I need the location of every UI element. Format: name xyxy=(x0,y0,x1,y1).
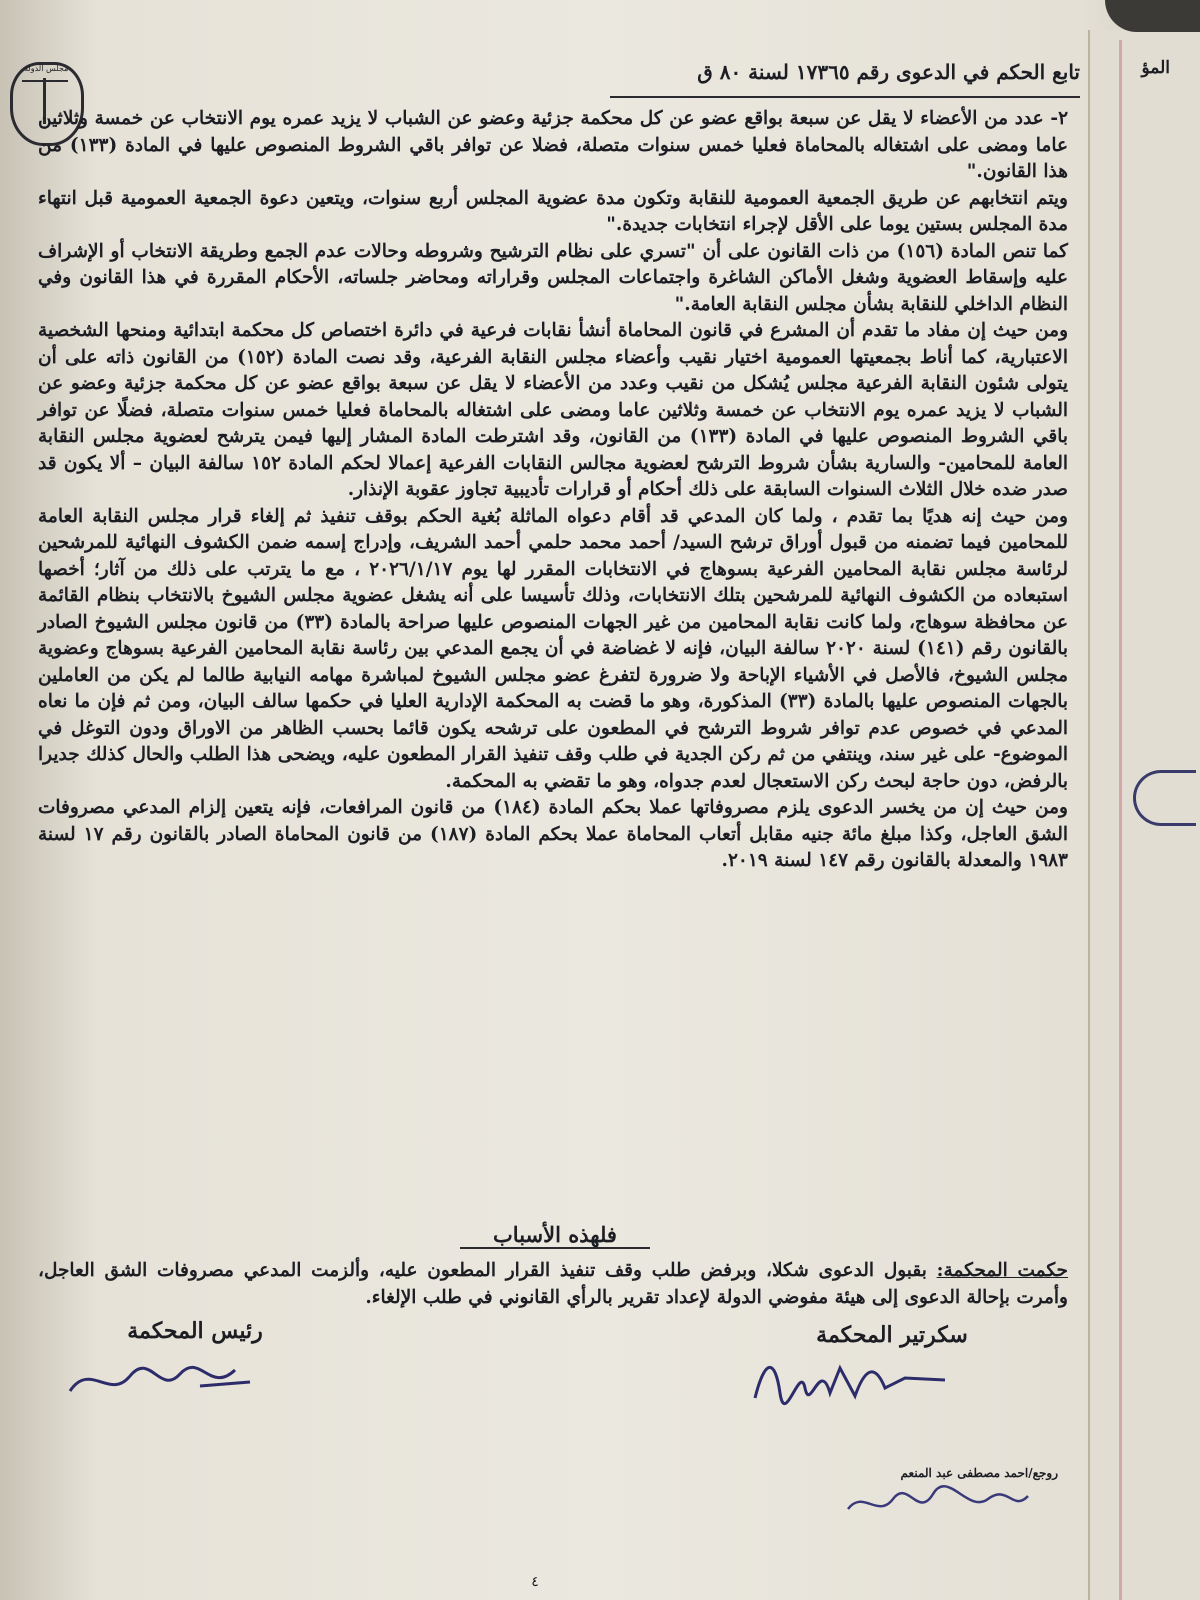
ruling-lead: حكمت المحكمة: xyxy=(936,1260,1068,1281)
judgment-body xyxy=(38,106,1068,875)
review-signature-icon xyxy=(838,1484,1038,1524)
margin-line xyxy=(1119,40,1122,1600)
pen-mark xyxy=(1133,770,1196,826)
paragraph-5: ومن حيث إنه هديًا بما تقدم ، ولما كان المدعي قد أقام دعواه الماثلة بُغية الحكم بوقف تنفيذ ثم إلغاء قرار مجلس النقابة العامة للمحامين فيما تضمنه من قبول أوراق ترشح السيد/ أحمد محمد حلمي أحمد الشريف، وإدراج إسمه ضمن الكشوف النهائية للمرشحين لرئاسة مجلس نقابة المحامين الفرعية بسوهاج في الانتخابات المقرر لها يوم ٢٠٢٦/١/١٧ ، مع ما يترتب على ذلك من آثار؛ أخصها استبعاده من الكشوف النهائية للمرشحين بتلك الانتخابات، وذلك تأسيسا على أنه يشغل عضوية مجلس الشيوخ بالانتخاب بنظام القائمة عن محافظة سوهاج، ولما كانت نقابة المحامين من غير الجهات المنصوص عليها صراحة بالمادة (٣٣) من قانون مجلس الشيوخ الصادر بالقانون رقم (١٤١) لسنة ٢٠٢٠ سالفة البيان، فإنه لا غضاضة في أن يجمع المدعي بين رئاسة نقابة المحامين الفرعية بسوهاج وعضوية مجلس الشيوخ، فالأصل في الأشياء الإباحة ولا ضرورة لتفرغ عضو مجلس الشيوخ لمباشرة مهامه النيابية طالما لم يكن من العاملين بالجهات المنصوص عليها بالمادة (٣٣) المذكورة، وهو ما قضت به المحكمة الإدارية العليا في حكمها سالف البيان، ومن ثم فإن ما نعاه المدعي في خصوص عدم توافر شروط الترشح في المطعون على ترشحه يكون قائما بحسب الظاهر من الاوراق ودون التوغل في الموضوع- على غير سند، وينتفي من ثم ركن الجدية في طلب وقف تنفيذ القرار المطعون عليه، ويضحى هذا الطلب والحال كذلك جديرا بالرفض، دون حاجة لبحث ركن الاستعجال لعدم جدواه، وهو ما تقضي به المحكمة. xyxy=(38,505,1069,792)
binder-corner xyxy=(1105,0,1200,32)
paragraph-6: ومن حيث إن من يخسر الدعوى يلزم مصروفاتها عملا بحكم المادة (١٨٤) من قانون المرافعات، فإنه يتعين إلزام المدعي مصروفات الشق العاجل، وكذا مبلغ مائة جنيه مقابل أتعاب المحاماة عملا بحكم المادة (١٨٧) من قانون المحاماة الصادر بالقانون رقم ١٧ لسنة ١٩٨٣ والمعدلة بالقانون رقم ١٤٧ لسنة ٢٠١٩. xyxy=(38,797,1068,871)
ruling-paragraph xyxy=(38,1258,1068,1311)
secretary-label: سكرتير المحكمة xyxy=(816,1322,968,1348)
reasons-heading: فلهذه الأسباب xyxy=(460,1222,650,1249)
president-signature-icon xyxy=(60,1356,260,1406)
header-underline xyxy=(610,96,1080,98)
seal-text: مجلس الدولة xyxy=(24,64,69,73)
page-number: ٤ xyxy=(531,1574,539,1590)
paragraph-2: ويتم انتخابهم عن طريق الجمعية العمومية للنقابة وتكون مدة عضوية المجلس أربع سنوات، ويتعين دعوة الجمعية العمومية قبل انتهاء مدة المجلس بستين يوما على الأقل لإجراء انتخابات جديدة." xyxy=(38,187,1068,235)
adjacent-page-text: المؤ xyxy=(1141,58,1170,78)
paragraph-4: ومن حيث إن مفاد ما تقدم أن المشرع في قانون المحاماة أنشأ نقابات فرعية في دائرة اختصاص كل محكمة ابتدائية ومنحها الشخصية الاعتبارية، كما أناط بجمعيتها العمومية اختيار نقيب وأعضاء مجلس النقابة الفرعية، وقد نصت المادة (١٥٢) من القانون ذاته على أن يتولى شئون النقابة الفرعية مجلس يُشكل من نقيب وعدد من الأعضاء لا يقل عن سبعة بواقع عضو عن كل محكمة جزئية وعضو عن الشباب لا يزيد عمره يوم الانتخاب عن خمسة وثلاثين عاما ومضى على اشتغاله بالمحاماة فعليا خمس سنوات متصلة، فضلًا عن توافر باقي الشروط المنصوص عليها في المادة (١٣٣) من القانون، وقد اشترطت المادة المشار إليها فيمن يترشح لعضوية مجلس النقابة العامة للمحامين- والسارية بشأن شروط الترشح لعضوية مجالس النقابات الفرعية إعمالا لحكم المادة ١٥٢ سالفة البيان – ألا يكون قد صدر ضده خلال الثلاث السنوات السابقة على ذلك أحكام أو قرارات تأديبية تجاوز عقوبة الإنذار. xyxy=(38,320,1068,500)
review-note: روجع/احمد مصطفى عبد المنعم xyxy=(900,1466,1058,1480)
ruling-text: بقبول الدعوى شكلا، وبرفض طلب وقف تنفيذ القرار المطعون عليه، وألزمت المدعي مصروفات الشق العاجل، وأمرت بإحالة الدعوى إلى هيئة مفوضي الدولة لإعداد تقرير بالرأي القانوني في طلب الإلغاء. xyxy=(38,1260,1068,1308)
paragraph-3: كما تنص المادة (١٥٦) من ذات القانون على أن "تسري على نظام الترشيح وشروطه وحالات عدم الجمع وطريقة الانتخاب أو الإشراف عليه وإسقاط العضوية وشغل الأماكن الشاغرة واجتماعات المجلس وقراراته ومحاضر جلساته، الأحكام المقررة في هذا القانون وفي النظام الداخلي للنقابة بشأن مجلس النقابة العامة." xyxy=(38,240,1068,315)
president-label: رئيس المحكمة xyxy=(127,1318,263,1344)
paragraph-1: ٢- عدد من الأعضاء لا يقل عن سبعة بواقع عضو عن كل محكمة جزئية وعضو عن الشباب لا يزيد عمره يوم الانتخاب عن خمسة وثلاثين عاما ومضى على اشتغاله بالمحاماة فعليا خمس سنوات متصلة، فضلا عن توافر باقي الشروط المنصوص عليها في المادة (١٣٣) من هذا القانون." xyxy=(38,108,1068,182)
case-header: تابع الحكم في الدعوى رقم ١٧٣٦٥ لسنة ٨٠ ق xyxy=(697,60,1080,84)
secretary-signature-icon xyxy=(745,1348,975,1408)
